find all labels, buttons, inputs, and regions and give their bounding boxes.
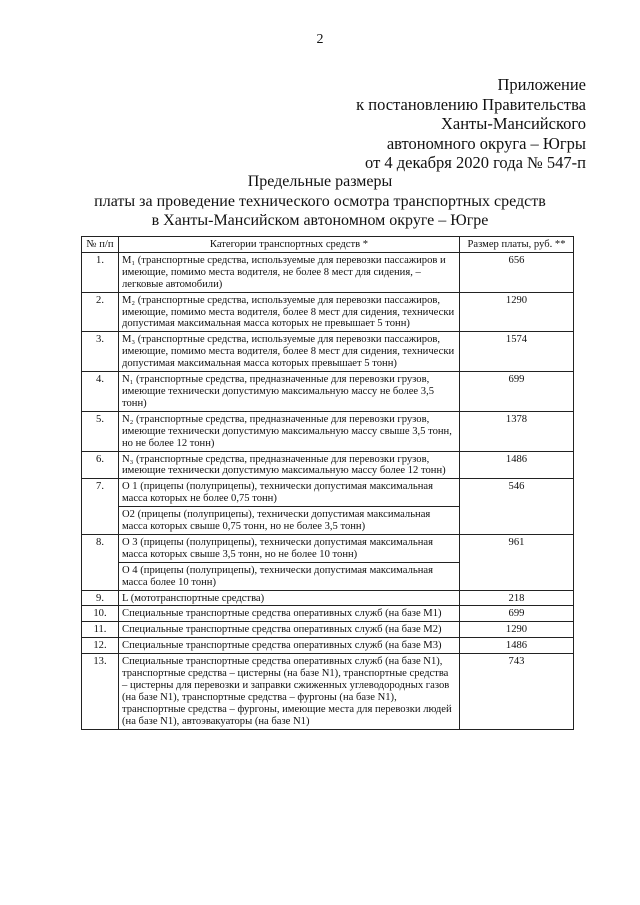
row-number: 12.	[82, 638, 119, 654]
row-fee: 699	[460, 372, 574, 412]
table-row	[82, 451, 574, 479]
table-row	[82, 622, 574, 638]
row-category: Специальные транспортные средства оперативных служб (на базе N1), транспортные средства – цистерны (на базе N1), транспортные средства – цистерны для перевозки и заправки сжиженных углеводородных газов (на базе N1), транспортные средства – фургоны (на базе N1), транспортные средства – фургоны, имеющие места для перевозки людей (на базе N1), автоэвакуаторы (на базе N1)	[119, 654, 460, 729]
document-title	[0, 172, 640, 231]
appendix-line: Приложение	[497, 75, 586, 94]
row-fee: 218	[460, 590, 574, 606]
row-category-secondary: О 4 (прицепы (полуприцепы), технически допустимая максимальная масса более 10 тонн)	[119, 562, 460, 590]
row-fee: 1574	[460, 332, 574, 372]
table-row	[82, 654, 574, 729]
row-category: О 3 (прицепы (полуприцепы), технически допустимая максимальная масса которых свыше 3,5 тонн, но не более 10 тонн)	[119, 534, 460, 562]
row-fee: 743	[460, 654, 574, 729]
table-row	[82, 590, 574, 606]
fee-table	[81, 236, 574, 730]
appendix-line: к постановлению Правительства	[356, 94, 586, 114]
row-category-secondary: О2 (прицепы (полуприцепы), технически допустимая максимальная масса которых свыше 0,75 тонн, но не более 3,5 тонн)	[119, 507, 460, 535]
row-number: 5.	[82, 411, 119, 451]
row-fee: 699	[460, 606, 574, 622]
title-line: в Ханты-Мансийском автономном округе – Югре	[151, 212, 489, 229]
row-fee: 961	[460, 534, 574, 590]
table-row	[82, 332, 574, 372]
row-category: Специальные транспортные средства оперативных служб (на базе M3)	[119, 638, 460, 654]
table-header-row	[82, 237, 574, 253]
table-row	[82, 252, 574, 292]
table-row	[82, 292, 574, 332]
row-fee: 546	[460, 479, 574, 535]
table-row	[82, 606, 574, 622]
row-category: Специальные транспортные средства оперативных служб (на базе M1)	[119, 606, 460, 622]
header-number: № п/п	[82, 237, 119, 253]
row-category: L (мототранспортные средства)	[119, 590, 460, 606]
row-number: 1.	[82, 252, 119, 292]
row-fee: 656	[460, 252, 574, 292]
row-fee: 1486	[460, 638, 574, 654]
row-number: 10.	[82, 606, 119, 622]
row-category: N₃ (транспортные средства, предназначенные для перевозки грузов, имеющие технически допустимую максимальную массу более 12 тонн)	[119, 451, 460, 479]
row-number: 2.	[82, 292, 119, 332]
row-fee: 1290	[460, 622, 574, 638]
table-row	[82, 534, 574, 562]
table-row	[82, 479, 574, 507]
row-fee: 1486	[460, 451, 574, 479]
appendix-block	[356, 75, 586, 173]
row-number: 7.	[82, 479, 119, 535]
row-number: 11.	[82, 622, 119, 638]
row-number: 8.	[82, 534, 119, 590]
table-row	[82, 638, 574, 654]
appendix-line: Ханты-Мансийского	[440, 114, 586, 133]
row-number: 13.	[82, 654, 119, 729]
row-number: 3.	[82, 332, 119, 372]
table-row	[82, 372, 574, 412]
page-number: 2	[316, 32, 324, 47]
row-fee: 1290	[460, 292, 574, 332]
row-category: M₂ (транспортные средства, используемые для перевозки пассажиров, имеющие, помимо места водителя, более 8 мест для сидения, технически допустимая максимальная масса которых не превышает 5 тонн)	[119, 292, 460, 332]
row-category: M₁ (транспортные средства, используемые для перевозки пассажиров и имеющие, помимо места водителя, не более 8 мест для сидения, – легковые автомобили)	[119, 252, 460, 292]
row-category: О 1 (прицепы (полуприцепы), технически допустимая максимальная масса которых не более 0,75 тонн)	[119, 479, 460, 507]
header-category: Категории транспортных средств *	[119, 237, 460, 253]
row-number: 9.	[82, 590, 119, 606]
table-row	[82, 411, 574, 451]
appendix-line: от 4 декабря 2020 года № 547-п	[365, 153, 586, 172]
row-number: 4.	[82, 372, 119, 412]
row-fee: 1378	[460, 411, 574, 451]
header-fee: Размер платы, руб. **	[460, 237, 574, 253]
row-number: 6.	[82, 451, 119, 479]
appendix-line: автономного округа – Югры	[386, 133, 586, 153]
row-category: N₂ (транспортные средства, предназначенные для перевозки грузов, имеющие технически допустимую максимальную массу свыше 3,5 тонн, но не более 12 тонн)	[119, 411, 460, 451]
row-category: N₁ (транспортные средства, предназначенные для перевозки грузов, имеющие технически допустимую максимальную массу не более 3,5 тонн)	[119, 372, 460, 412]
title-line: Предельные размеры	[247, 173, 393, 190]
row-category: M₃ (транспортные средства, используемые для перевозки пассажиров, имеющие, помимо места водителя, более 8 мест для сидения, технически допустимая максимальная масса которых превышает 5 тонн)	[119, 332, 460, 372]
row-category: Специальные транспортные средства оперативных служб (на базе M2)	[119, 622, 460, 638]
title-line: платы за проведение технического осмотра транспортных средств	[94, 192, 546, 210]
